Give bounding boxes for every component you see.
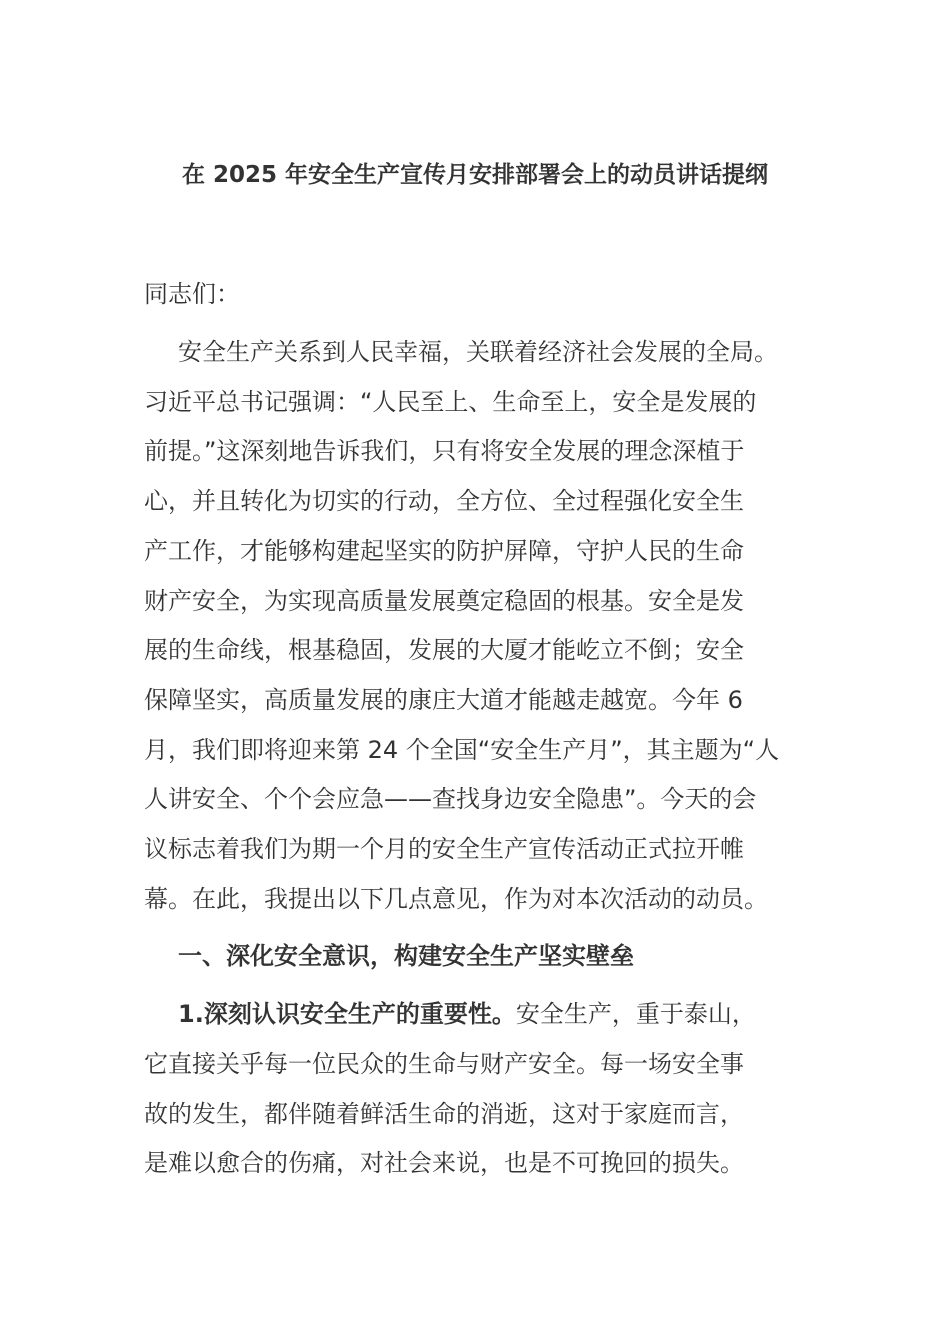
item-line: 它直接关乎每一位民众的生命与财产安全。每一场安全事 <box>144 1050 744 1078</box>
item-first-line <box>178 997 756 1031</box>
intro-line: 议标志着我们为期一个月的安全生产宣传活动正式拉开帷 <box>144 835 744 863</box>
section-heading: 一、深化安全意识，构建安全生产坚实壁垒 <box>178 942 634 970</box>
intro-line: 保障坚实，高质量发展的康庄大道才能越走越宽。今年 6 <box>144 686 743 714</box>
item-line: 故的发生，都伴随着鲜活生命的消逝，这对于家庭而言， <box>144 1100 744 1128</box>
salutation: 同志们： <box>144 280 240 308</box>
document-title: 在 2025 年安全生产宣传月安排部署会上的动员讲话提纲 <box>181 162 769 188</box>
intro-line: 心，并且转化为切实的行动，全方位、全过程强化安全生 <box>144 487 744 515</box>
item-first-rest: 安全生产，重于泰山， <box>515 1000 756 1028</box>
intro-line: 财产安全，为实现高质量发展奠定稳固的根基。安全是发 <box>144 587 744 615</box>
intro-line: 展的生命线，根基稳固，发展的大厦才能屹立不倒；安全 <box>144 636 744 664</box>
intro-line: 产工作，才能够构建起坚实的防护屏障，守护人民的生命 <box>144 537 744 565</box>
intro-line: 幕。在此，我提出以下几点意见，作为对本次活动的动员。 <box>144 885 768 913</box>
intro-line: 安全生产关系到人民幸福，关联着经济社会发展的全局。 <box>178 338 778 366</box>
item-line: 是难以愈合的伤痛，对社会来说，也是不可挽回的损失。 <box>144 1149 744 1177</box>
intro-line: 前提。”这深刻地告诉我们，只有将安全发展的理念深植于 <box>144 437 745 465</box>
intro-line: 月，我们即将迎来第 24 个全国“安全生产月”，其主题为“人 <box>144 736 780 764</box>
intro-line: 习近平总书记强调：“人民至上、生命至上，安全是发展的 <box>144 388 757 416</box>
item-lead: 1.深刻认识安全生产的重要性。 <box>178 1000 516 1028</box>
intro-line: 人讲安全、个个会应急——查找身边安全隐患”。今天的会 <box>144 785 757 813</box>
